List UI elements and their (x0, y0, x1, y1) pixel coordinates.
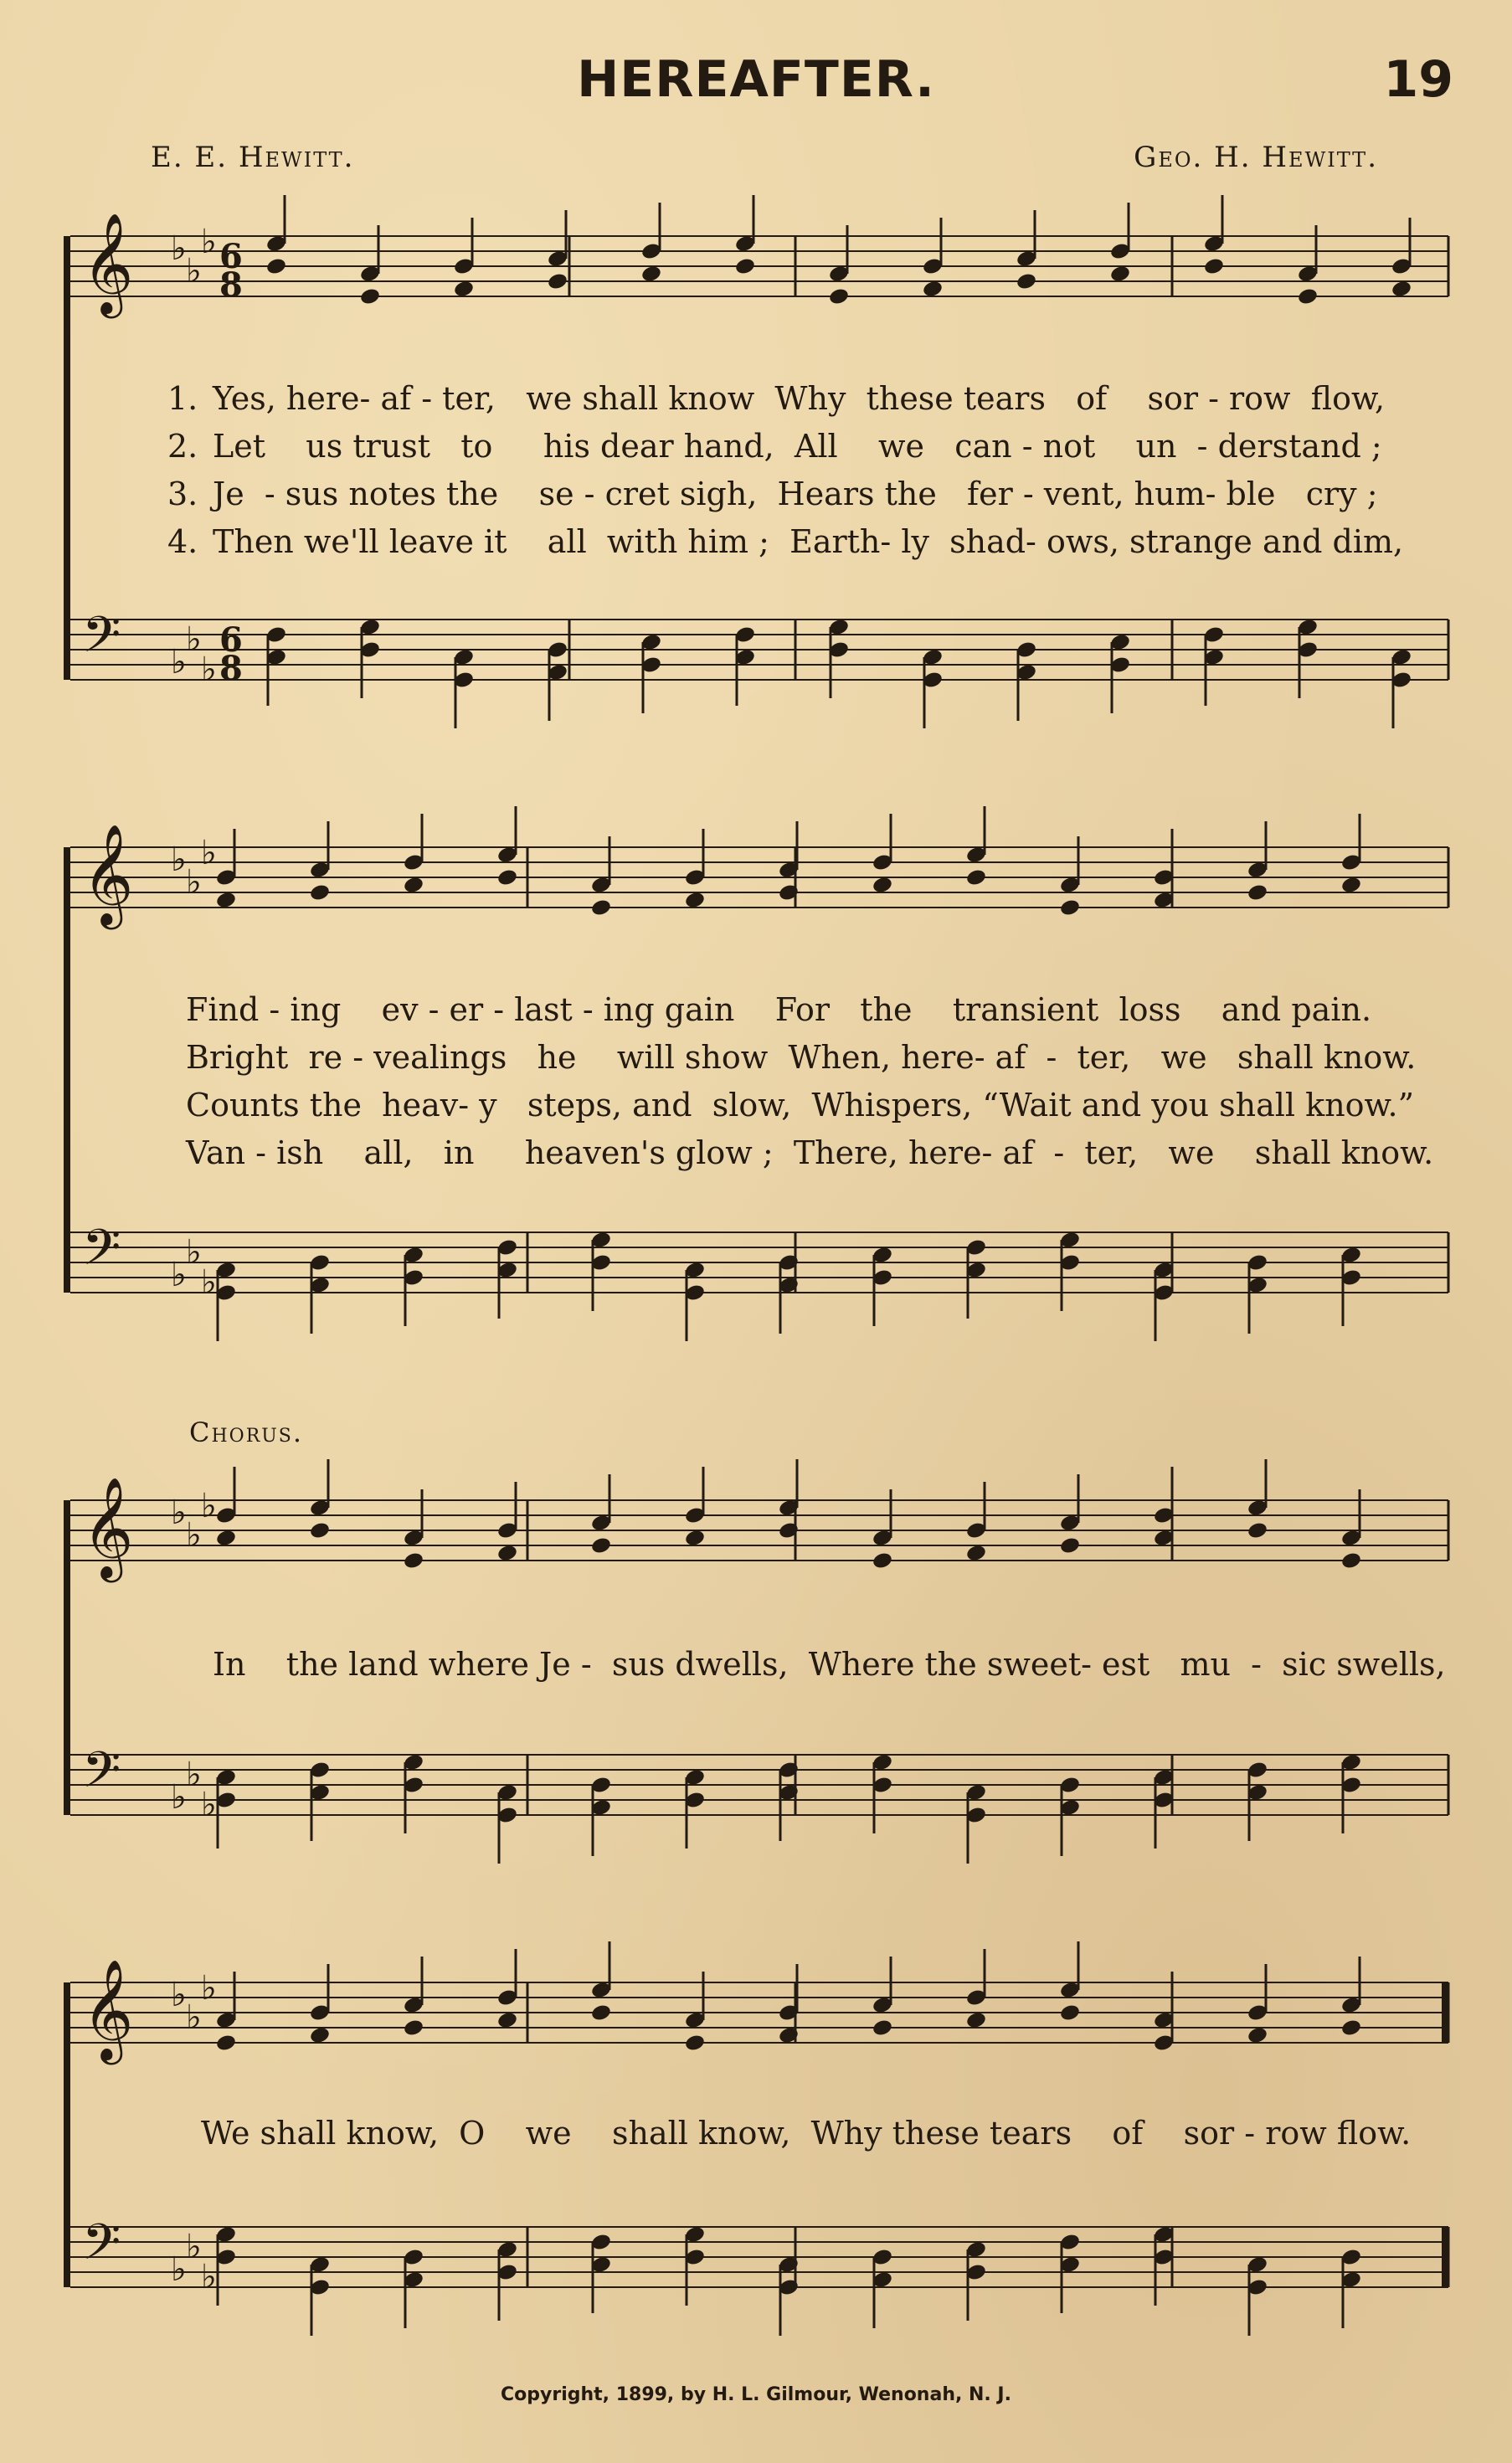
lyrics-system-2 (186, 986, 1475, 1177)
note-head (403, 2018, 424, 2038)
lyric-line: Bright re - vealings he will show When, here- af - ter, we shall know. (186, 1039, 1417, 1076)
flat-icon: ♭ (186, 1516, 202, 1555)
flat-icon: ♭ (186, 1998, 202, 2037)
lyric-line (167, 518, 1457, 566)
flat-icon: ♭ (171, 2250, 187, 2289)
lyrics-system-4 (201, 2110, 1490, 2157)
note-head (547, 272, 568, 291)
lyric-line (167, 470, 1457, 518)
lyric-text: Je - sus notes the se - cret sigh, Hears the fer - vent, hum- ble cry ; (213, 476, 1378, 512)
final-bar-line (1442, 2227, 1448, 2287)
flat-icon: ♭ (201, 1969, 217, 2008)
flat-icon: ♭ (201, 1786, 217, 1824)
lyric-line: Van - ish all, in heaven's glow ; There, here- af - ter, we shall know. (186, 1134, 1434, 1171)
note-head (1059, 898, 1081, 918)
note-head (1247, 1521, 1268, 1540)
note-head (1016, 272, 1037, 291)
note-head (309, 1521, 331, 1540)
flat-icon: ♭ (201, 650, 217, 689)
note-head (872, 876, 893, 895)
treble-clef-icon: 𝄞 (82, 212, 134, 314)
time-signature-bottom: 8 (219, 649, 243, 688)
final-bar-line (1442, 1982, 1448, 2043)
note-head (1247, 2026, 1268, 2045)
bass-clef-icon: 𝄢 (82, 2213, 121, 2283)
time-signature-bottom: 8 (219, 265, 243, 305)
lyrics-system-3 (213, 1641, 1502, 1689)
note-head (828, 287, 850, 306)
note-head (922, 280, 944, 299)
note-head (1059, 1536, 1081, 1555)
flat-icon: ♭ (171, 1976, 187, 2014)
lyric-line: Counts the heav- y steps, and slow, Whispers, “Wait and you shall know.” (186, 1087, 1415, 1124)
flat-icon: ♭ (201, 1487, 217, 1525)
system-bracket (64, 1982, 70, 2287)
note-head (403, 876, 424, 895)
note-head (403, 1551, 424, 1571)
flat-icon: ♭ (186, 863, 202, 902)
flat-icon: ♭ (171, 1256, 187, 1294)
note-head (359, 287, 381, 306)
verse-number: 2. (167, 428, 198, 465)
note-head (734, 257, 756, 276)
flat-icon: ♭ (186, 1756, 202, 1794)
system-bracket (64, 847, 70, 1293)
note-head (965, 2011, 987, 2030)
note-head (309, 2026, 331, 2045)
lyric-line: We shall know, O we shall know, Why these tears of sor - row flow. (201, 2115, 1412, 2152)
verse-number: 1. (167, 380, 198, 417)
note-head (496, 2011, 518, 2030)
flat-icon: ♭ (201, 2258, 217, 2296)
lyrics-system-1 (167, 375, 1457, 566)
bass-clef-icon: 𝄢 (82, 605, 121, 676)
note-head (590, 898, 612, 918)
verse-number: 4. (167, 523, 198, 560)
flat-icon: ♭ (186, 620, 202, 659)
note-head (965, 1544, 987, 1563)
lyric-text: Yes, here- af - ter, we shall know Why these tears of sor - row flow, (213, 380, 1386, 417)
note-head (684, 2034, 706, 2053)
note-head (453, 280, 475, 299)
system-bracket (64, 1500, 70, 1815)
bass-clef-icon: 𝄢 (82, 1218, 121, 1288)
lyricist-credit: E. E. Hewitt. (151, 141, 355, 174)
note-head (590, 1536, 612, 1555)
flat-icon: ♭ (171, 841, 187, 879)
note-head (872, 2018, 893, 2038)
note-head (215, 1529, 237, 1548)
treble-clef-icon: 𝄞 (82, 823, 134, 925)
note-head (1340, 2018, 1362, 2038)
lyric-text: Then we'll leave it all with him ; Earth- ly shad- ows, strange and dim, (213, 523, 1404, 560)
flat-icon: ♭ (186, 252, 202, 291)
flat-icon: ♭ (201, 1263, 217, 1302)
note-head (265, 257, 287, 276)
flat-icon: ♭ (201, 223, 217, 261)
lyric-line: Find - ing ev - er - last - ing gain For the transient loss and pain. (186, 991, 1372, 1028)
treble-clef-icon: 𝄞 (82, 1958, 134, 2060)
chorus-label: Chorus. (189, 1417, 304, 1448)
note-head (1340, 876, 1362, 895)
treble-clef-icon: 𝄞 (82, 1476, 134, 1578)
note-head (496, 868, 518, 887)
note-head (496, 1544, 518, 1563)
note-head (1297, 287, 1319, 306)
system-bracket (64, 236, 70, 680)
note-head (309, 883, 331, 902)
note-head (1109, 265, 1131, 284)
note-head (1340, 1551, 1362, 1571)
flat-icon: ♭ (186, 1233, 202, 1272)
note-head (684, 1529, 706, 1548)
note-head (684, 891, 706, 910)
note-head (965, 868, 987, 887)
lyric-line: In the land where Je - sus dwells, Where the sweet- est mu - sic swells, (213, 1646, 1446, 1683)
time-signature-top: 6 (219, 237, 243, 276)
lyric-line (167, 423, 1457, 470)
lyric-line (167, 375, 1457, 423)
note-head (872, 1551, 893, 1571)
note-head (1059, 2003, 1081, 2023)
note-head (590, 2003, 612, 2023)
hymn-title: HEREAFTER. (577, 50, 935, 109)
flat-icon: ♭ (171, 1778, 187, 1817)
time-signature-top: 6 (219, 620, 243, 660)
flat-icon: ♭ (171, 643, 187, 681)
note-head (1247, 883, 1268, 902)
lyric-text: Let us trust to his dear hand, All we can - not un - derstand ; (213, 428, 1382, 465)
note-head (640, 265, 662, 284)
note-head (1203, 257, 1225, 276)
note-head (1391, 280, 1412, 299)
verse-number: 3. (167, 476, 198, 512)
flat-icon: ♭ (201, 834, 217, 872)
flat-icon: ♭ (171, 1494, 187, 1532)
bass-clef-icon: 𝄢 (82, 1741, 121, 1811)
composer-credit: Geo. H. Hewitt. (1134, 141, 1378, 174)
note-head (215, 2034, 237, 2053)
flat-icon: ♭ (186, 2228, 202, 2266)
copyright-notice: Copyright, 1899, by H. L. Gilmour, Wenonah, N. J. (501, 2384, 1011, 2405)
page-number: 19 (1383, 50, 1453, 109)
note-head (215, 891, 237, 910)
flat-icon: ♭ (171, 229, 187, 268)
